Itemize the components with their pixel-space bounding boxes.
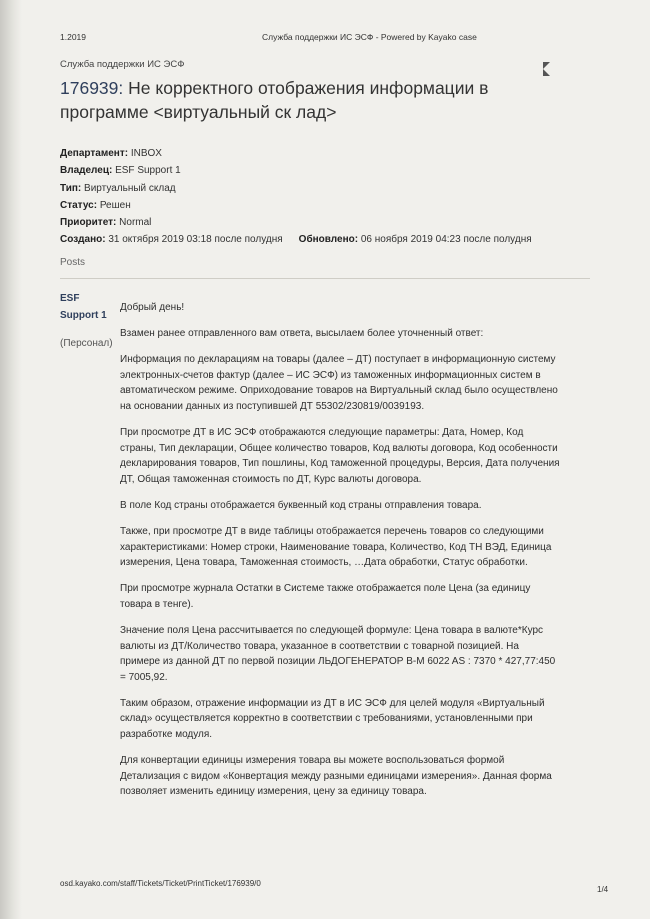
- property-department: [60, 145, 532, 162]
- property-status: [60, 197, 532, 214]
- page-number: 1/4: [597, 885, 609, 894]
- property-label: Владелец:: [60, 165, 113, 177]
- post-paragraph: Информация по декларациям на товары (далее – ДТ) поступает в информационную систему электронных-счетов фактур (далее – ИС ЭСФ) из таможенных информационных систем в автоматическом режиме. Оприходование товаров на Виртуальный склад было осуществлено на основании данных из поступившей ДТ 55302/230819/0039193.: [120, 354, 558, 412]
- property-label: Тип:: [60, 182, 82, 194]
- breadcrumb[interactable]: Служба поддержки ИС ЭСФ: [60, 59, 185, 70]
- print-date: 1.2019: [60, 32, 86, 42]
- property-value: Виртуальный склад: [84, 182, 176, 194]
- posts-heading: Posts: [60, 257, 86, 268]
- divider: [60, 278, 590, 279]
- post-author-type: (Персонал): [60, 338, 113, 349]
- page-title: [60, 76, 530, 124]
- post-paragraph: Добрый день!: [120, 302, 185, 313]
- post-author: [60, 290, 107, 324]
- post-paragraph: Значение поля Цена рассчитывается по следующей формуле: Цена товара в валюте*Курс валюты из ДТ/Количество товара, указанное в соответствии с товарной позицией. На примере из данной ДТ по первой позиции ЛЬДОГЕНЕРАТОР B-M 6022 AS : 7370 * 427,77:450 = 7005,92.: [120, 625, 556, 683]
- ticket-properties: [60, 145, 532, 249]
- post-paragraph: В поле Код страны отображается буквенный код страны отправления товара.: [120, 499, 482, 511]
- print-header-title: Служба поддержки ИС ЭСФ - Powered by Kayako case: [262, 32, 477, 42]
- property-label: Создано:: [60, 234, 106, 246]
- property-value: INBOX: [130, 148, 162, 159]
- ticket-subject: Не корректного отображения информации в программе <виртуальный ск лад>: [60, 78, 489, 122]
- page-edge-shadow: [0, 0, 22, 919]
- property-value: Решен: [99, 199, 131, 211]
- property-label: Приоритет:: [60, 217, 117, 229]
- property-value: Normal: [119, 217, 152, 229]
- property-value: 31 октября 2019 03:18 после полудня: [108, 234, 283, 246]
- property-value: 06 ноября 2019 04:23 после полудня: [360, 234, 532, 246]
- property-label: Статус:: [60, 199, 98, 211]
- post-paragraph: Взамен ранее отправленного вам ответа, высылаем более уточненный ответ:: [120, 328, 484, 340]
- post-author-line: ESF: [60, 293, 80, 304]
- property-priority: [60, 214, 532, 231]
- property-value: ESF Support 1: [115, 165, 181, 177]
- print-footer-url: osd.kayako.com/staff/Tickets/Ticket/PrintTicket/176939/0: [60, 879, 261, 888]
- post-body: [120, 300, 560, 810]
- post-paragraph: Для конвертации единицы измерения товара вы можете воспользоваться формой Детализация с видом «Конвертация между разными единицами измерения». Данная форма позволяет изменить единицу измерения, цену за единицу товара.: [120, 755, 552, 798]
- post-paragraph: Также, при просмотре ДТ в виде таблицы отображается перечень товаров со следующими характеристиками: Номер строки, Наименование товара, Количество, Код ТН ВЭД, Единица измерения, Цена товара, Таможенная стоимость, …Дата обработки, Статус обработки.: [120, 526, 552, 569]
- property-dates: [60, 231, 532, 248]
- property-label: Обновлено:: [298, 234, 359, 246]
- post-author-line: Support 1: [60, 310, 107, 321]
- ticket-number: 176939:: [60, 78, 124, 98]
- post-paragraph: При просмотре ДТ в ИС ЭСФ отображаются следующие параметры: Дата, Номер, Код страны, Тип декларации, Общее количество товаров, Код валюты договора, Код особенности декларирования товаров, Тип пошлины, Код таможенной процедуры, Версия, Дата получения ДТ, Общая таможенная стоимость по ДТ, Курс валюты договора.: [120, 427, 560, 485]
- post-paragraph: При просмотре журнала Остатки в Системе также отображается поле Цена (за единицу товара в тенге).: [120, 583, 531, 610]
- post-paragraph: Таким образом, отражение информации из ДТ в ИС ЭСФ для целей модуля «Виртуальный склад» осуществляется корректно в соответствии с требованиями, установленными при разработке модуля.: [120, 697, 545, 741]
- property-label: Департамент:: [60, 148, 129, 159]
- flag-icon[interactable]: [543, 62, 550, 76]
- property-owner: [60, 162, 532, 179]
- property-type: [60, 180, 532, 197]
